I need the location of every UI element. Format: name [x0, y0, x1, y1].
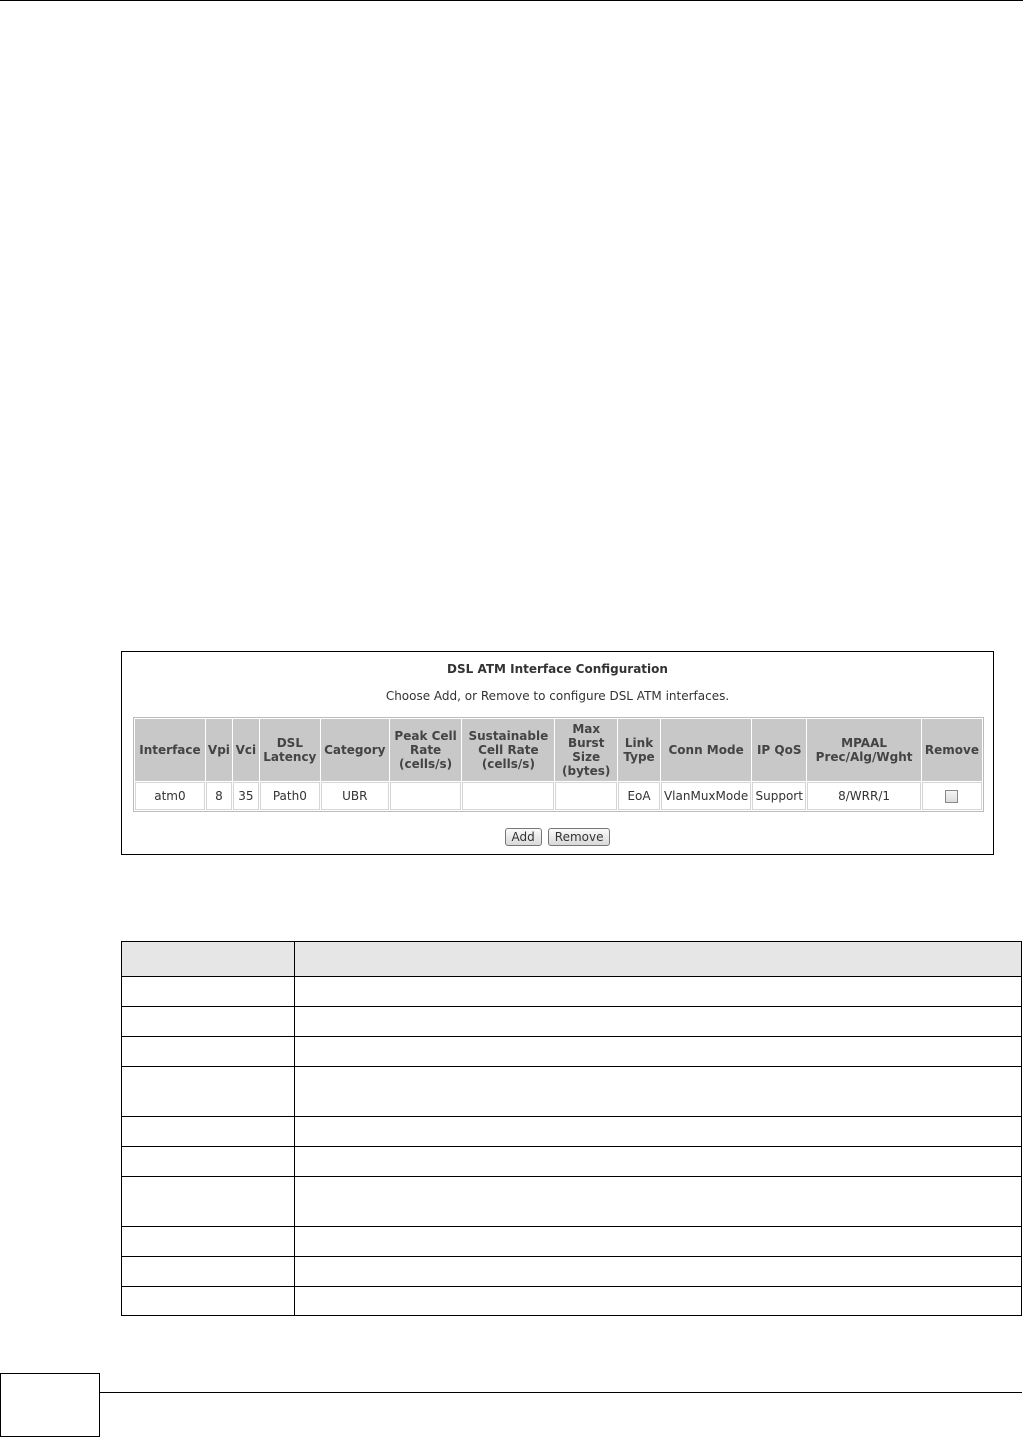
table-row-divider — [122, 1116, 1021, 1117]
page-number-box — [0, 1373, 100, 1437]
cell-remove — [922, 782, 982, 810]
table-row-divider — [122, 1286, 1021, 1287]
cell-ip-qos: Support — [752, 782, 806, 810]
cell-peak-cell-rate — [390, 782, 462, 810]
panel-title: DSL ATM Interface Configuration — [447, 662, 668, 676]
button-row — [122, 828, 993, 846]
table-row-divider — [122, 1066, 1021, 1067]
description-table — [121, 941, 1022, 1316]
cell-conn-mode: VlanMuxMode — [661, 782, 751, 810]
table-header-row — [135, 719, 982, 781]
cell-link-type: EoA — [618, 782, 660, 810]
remove-button[interactable]: Remove — [548, 828, 611, 846]
remove-checkbox[interactable] — [945, 790, 958, 803]
table-row-divider — [122, 1226, 1021, 1227]
col-peak-cell-rate: Peak Cell Rate (cells/s) — [390, 719, 462, 781]
table-row-divider — [122, 1146, 1021, 1147]
cell-dsl-latency: Path0 — [260, 782, 320, 810]
atm-interface-table — [133, 717, 984, 812]
col-remove: Remove — [922, 719, 982, 781]
footer-rule — [100, 1392, 1022, 1393]
description-column-divider — [294, 942, 295, 1315]
description-table-header — [122, 942, 1021, 977]
col-vpi: Vpi — [206, 719, 232, 781]
cell-interface: atm0 — [135, 782, 205, 810]
table-row-divider — [122, 1176, 1021, 1177]
cell-vci: 35 — [233, 782, 259, 810]
table-row-divider — [122, 1036, 1021, 1037]
header-rule — [0, 0, 1023, 1]
table-row-divider — [122, 1256, 1021, 1257]
col-conn-mode: Conn Mode — [661, 719, 751, 781]
table-row — [135, 782, 982, 810]
col-category: Category — [321, 719, 389, 781]
col-vci: Vci — [233, 719, 259, 781]
table-row-divider — [122, 1006, 1021, 1007]
add-button[interactable]: Add — [505, 828, 542, 846]
col-mpaal: MPAAL Prec/Alg/Wght — [807, 719, 921, 781]
col-max-burst-size: Max Burst Size (bytes) — [555, 719, 617, 781]
cell-category: UBR — [321, 782, 389, 810]
cell-vpi: 8 — [206, 782, 232, 810]
col-dsl-latency: DSL Latency — [260, 719, 320, 781]
panel-instructions: Choose Add, or Remove to configure DSL ATM interfaces. — [385, 689, 730, 703]
cell-max-burst-size — [555, 782, 617, 810]
col-interface: Interface — [135, 719, 205, 781]
col-sustainable-cell-rate: Sustainable Cell Rate (cells/s) — [462, 719, 554, 781]
cell-sustainable-cell-rate — [462, 782, 554, 810]
dsl-atm-config-panel — [121, 651, 994, 855]
cell-mpaal: 8/WRR/1 — [807, 782, 921, 810]
col-link-type: Link Type — [618, 719, 660, 781]
col-ip-qos: IP QoS — [752, 719, 806, 781]
